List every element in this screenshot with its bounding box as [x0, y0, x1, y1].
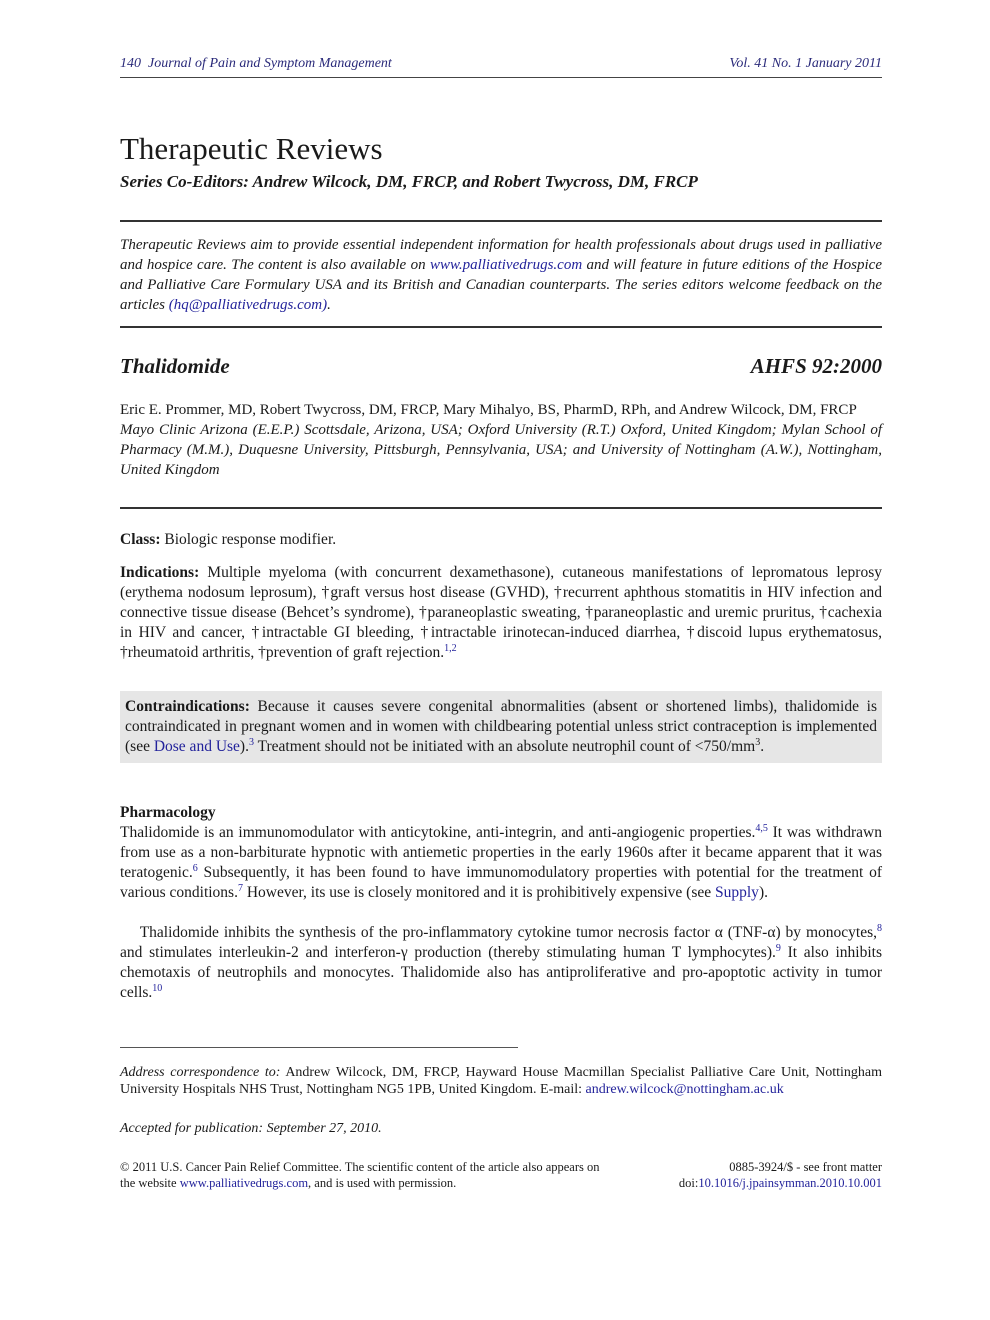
pharmacology-text: Subsequently, it has been found to have immunomodulatory properties with potential for the treatment of various conditions.: [120, 864, 882, 901]
author-block: [120, 400, 882, 480]
affiliations: Mayo Clinic Arizona (E.E.P.) Scottsdale, Arizona, USA; Oxford University (R.T.) Oxford, United Kingdom; Mylan School of Pharmacy (M.M.), Duquesne University, Pittsburgh, Pennsylvania, USA; and University of Nottingham (A.W.), Nottingham, United Kingdom: [120, 422, 882, 478]
correspondence-note: [120, 1064, 882, 1098]
pharmacology-text: Thalidomide is an immunomodulator with anticytokine, anti-integrin, and anti-angiogenic properties.: [120, 824, 756, 841]
class-paragraph: [120, 530, 882, 550]
issn: 0885-3924/$ - see front matter: [729, 1160, 882, 1174]
contraindications-box: [120, 691, 882, 763]
authors-bottom-rule: [120, 507, 882, 509]
feedback-email-link[interactable]: (hq@palliativedrugs.com): [168, 297, 328, 313]
copyright-website-link[interactable]: www.palliativedrugs.com: [179, 1176, 309, 1190]
running-header: [120, 56, 882, 76]
pharmacology-text: However, its use is closely monitored and it is prohibitively expensive (see: [242, 884, 715, 901]
intro-text: and will feature in future editions of the Hospice and Palliative Care Formulary USA and its British and Canadian counterparts. The series editors welcome feedback on the articles: [120, 257, 882, 313]
intro-top-rule: [120, 220, 882, 222]
author-list: Eric E. Prommer, MD, Robert Twycross, DM, FRCP, Mary Mihalyo, BS, PharmD, RPh, and Andrew Wilcock, DM, FRCP: [120, 402, 857, 418]
drug-heading: [120, 354, 882, 379]
pharmacology-text: It was withdrawn from use as a non-barbiturate hypnotic with antiemetic properties in the early 1960s after it became apparent that it was teratogenic.: [120, 824, 882, 881]
issn-doi: [602, 1159, 882, 1191]
pharmacology-heading: Pharmacology: [120, 804, 216, 821]
contraindications-text: ).: [239, 738, 249, 755]
pharmacology-text: Thalidomide inhibits the synthesis of the pro-inflammatory cytokine tumor necrosis factor α (TNF-α) by monocytes,: [139, 924, 878, 941]
pharmacology-text: It also inhibits chemotaxis of neutrophils and monocytes. Thalidomide also has antiproliferative and pro-apoptotic activity in tumor cells.: [120, 944, 882, 1001]
correspondence-label: Address correspondence to:: [120, 1065, 281, 1080]
indications-label: Indications:: [120, 564, 200, 581]
reference-link[interactable]: 4,5: [755, 823, 768, 834]
doi-label: doi:: [678, 1176, 699, 1190]
indications-text: Multiple myeloma (with concurrent dexamethasone), cutaneous manifestations of lepromatous leprosy (erythema nodosum leprosum), †graft versus host disease (GVHD), †recurrent aphthous stomatitis in HIV infection and connective tissue disease (Behcet’s syndrome), †paraneoplastic sweating, †paraneoplastic and uremic pruritus, †cachexia in HIV and cancer, †intractable GI bleeding, †intractable irinotecan-induced diarrhea, †discoid lupus erythematosus, †rheumatoid arthritis, †prevention of graft rejection.: [120, 564, 882, 661]
section-title: Therapeutic Reviews: [120, 131, 383, 166]
intro-text: Therapeutic Reviews aim to provide essential independent information for health professionals about drugs used in palliative and hospice care. The content is also available on: [120, 237, 882, 273]
copyright-text: © 2011 U.S. Cancer Pain Relief Committee. The scientific content of the article also appears on the website: [120, 1160, 600, 1190]
contraindications-text: .: [760, 738, 765, 755]
pharmacology-paragraph-2: [120, 923, 882, 1003]
paragraph-indent: [120, 924, 140, 941]
supply-link[interactable]: Supply: [715, 884, 759, 901]
running-header-volume: Vol. 41 No. 1 January 2011: [729, 56, 882, 71]
drug-name: Thalidomide: [120, 354, 230, 378]
running-header-journal: 140 Journal of Pain and Symptom Management: [120, 56, 392, 71]
intro-text: .: [327, 297, 331, 313]
reference-link[interactable]: 6: [192, 863, 198, 874]
doi-link[interactable]: 10.1016/j.jpainsymman.2010.10.001: [698, 1176, 882, 1190]
pharmacology-text: and stimulates interleukin-2 and interferon-γ production (thereby stimulating human T lymphocytes).: [120, 944, 776, 961]
unit-exponent: 3: [755, 737, 761, 748]
indications-paragraph: [120, 563, 882, 663]
contraindications-text: Treatment should not be initiated with an absolute neutrophil count of <750/mm: [253, 738, 756, 755]
contraindications-label: Contraindications:: [125, 698, 250, 715]
pharmacology-text: ).: [758, 884, 768, 901]
footnote-divider: [120, 1047, 518, 1048]
correspondence-text: Andrew Wilcock, DM, FRCP, Hayward House Macmillan Specialist Palliative Care Unit, Nottingham University Hospitals NHS Trust, Nottingham NG5 1PB, United Kingdom. E-mail:: [120, 1065, 882, 1097]
reference-link[interactable]: 1,2: [444, 643, 457, 654]
copyright-notice: [120, 1159, 600, 1191]
reference-link[interactable]: 7: [237, 883, 243, 894]
dose-and-use-link[interactable]: Dose and Use: [153, 738, 240, 755]
intro-bottom-rule: [120, 326, 882, 328]
contraindications-text: Because it causes severe congenital abnormalities (absent or shortened limbs), thalidomide is contraindicated in pregnant women and in women with childbearing potential unless strict contraception is implemented (see: [125, 698, 877, 755]
class-label: Class:: [120, 531, 161, 548]
copyright-text: , and is used with permission.: [308, 1176, 457, 1190]
doi-line: [602, 1175, 882, 1191]
palliativedrugs-link[interactable]: www.palliativedrugs.com: [429, 257, 583, 273]
intro-paragraph: [120, 235, 882, 315]
series-editors: Series Co-Editors: Andrew Wilcock, DM, FRCP, and Robert Twycross, DM, FRCP: [120, 172, 698, 191]
reference-link[interactable]: 10: [152, 983, 163, 994]
pharmacology-paragraph-1: [120, 823, 882, 903]
correspondence-email-link[interactable]: andrew.wilcock@nottingham.ac.uk: [585, 1082, 784, 1097]
ahfs-code: AHFS 92:2000: [750, 354, 882, 378]
reference-link[interactable]: 8: [877, 923, 883, 934]
class-text: Biologic response modifier.: [160, 531, 337, 548]
reference-link[interactable]: 3: [248, 737, 254, 748]
reference-link[interactable]: 9: [775, 943, 781, 954]
accepted-date: Accepted for publication: September 27, 2010.: [120, 1121, 382, 1136]
header-divider: [120, 77, 882, 78]
